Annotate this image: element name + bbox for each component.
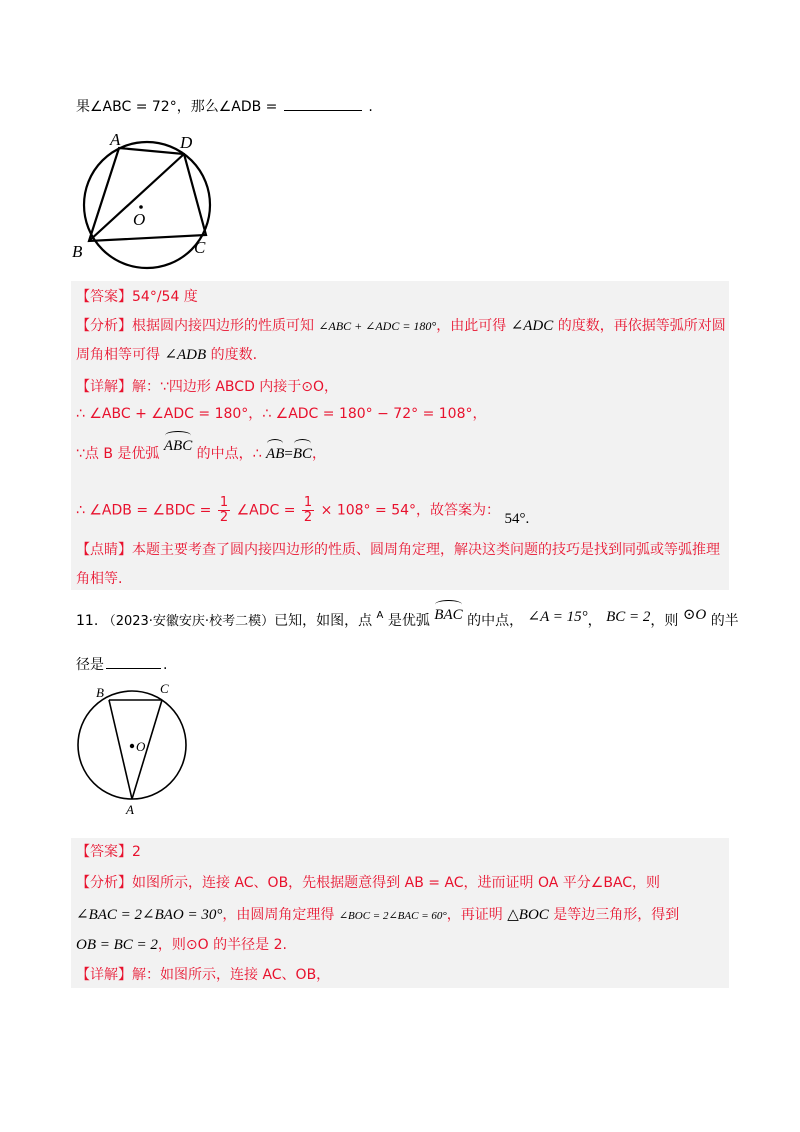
q10-comment-2: [76, 569, 122, 589]
q11-center-dot: [130, 744, 134, 748]
q11-label-a: A: [126, 802, 134, 815]
answer-tag: 【答案】: [76, 844, 132, 860]
q10-label-b: B: [72, 242, 83, 261]
analysis-text: 周角相等可得: [76, 347, 160, 363]
q11-detail-1: [76, 965, 330, 985]
analysis-text: 如图所示，连接 AC、OB，先根据题意得到 AB = AC，进而证明 OA 平分∠BAC，则: [132, 875, 661, 891]
fraction-denominator: 2: [303, 510, 313, 525]
stem-text: ，则: [650, 613, 679, 629]
stem-text: 已知，如图，点: [274, 613, 373, 629]
analysis-text: 是等边三角形，得到: [553, 907, 680, 923]
equals-sign: =: [284, 446, 293, 462]
analysis-formula: ∠BAC = 2∠BAO = 30°: [76, 907, 223, 923]
stem-text: 是优弧: [387, 613, 430, 629]
q10-quadrilateral: [89, 148, 206, 241]
fraction-half: [302, 496, 314, 525]
arc-ab: AB: [266, 446, 285, 462]
stem-formula: ∠A = 15°: [527, 609, 588, 625]
arc-abc: ABC: [163, 438, 193, 454]
analysis-tag: 【分析】: [76, 318, 132, 334]
q10-analysis-1: [76, 316, 726, 336]
detail-text: 的中点，∴: [196, 446, 262, 462]
answer-value: 54°/54 度: [132, 289, 198, 305]
analysis-text: 的度数.: [210, 347, 258, 363]
comment-text: 角相等.: [76, 571, 123, 587]
detail-text: ∴ ∠ADB = ∠BDC =: [76, 502, 212, 519]
q11-label-b: B: [96, 685, 104, 700]
fraction-denominator: 2: [219, 510, 229, 525]
q10-stem-end: .: [368, 99, 373, 115]
fraction-numerator: 1: [219, 495, 229, 510]
stem-formula: ⊙O: [682, 607, 707, 623]
detail-text: × 108° = 54°，故答案为：: [320, 502, 501, 519]
q10-center-dot: [139, 205, 143, 209]
analysis-text: ，由圆周角定理得: [222, 907, 335, 923]
stem-text: .: [163, 657, 168, 673]
fraction-numerator: 1: [303, 495, 313, 510]
question-source: （2023·安徽安庆·校考二模）: [102, 614, 275, 629]
analysis-tag: 【分析】: [76, 875, 132, 891]
stem-text: 径是: [76, 657, 104, 673]
analysis-formula: ∠ABC + ∠ADC = 180°: [318, 319, 437, 333]
q11-figure: [70, 680, 195, 815]
q10-circle: [84, 142, 210, 268]
analysis-text: 根据圆内接四边形的性质可知: [132, 318, 314, 334]
q11-answer: [76, 842, 141, 862]
point-a: A: [376, 610, 384, 621]
final-answer: 54°.: [504, 510, 530, 527]
q10-comment-1: [76, 540, 720, 560]
arc-bac: BAC: [434, 607, 463, 623]
q10-detail-4: [76, 496, 529, 525]
q11-answer-blank: [106, 668, 161, 669]
comment-text: 本题主要考查了圆内接四边形的性质、圆周角定理，解决这类问题的技巧是找到同弧或等弧推理: [132, 542, 720, 558]
answer-tag: 【答案】: [76, 289, 132, 305]
q10-stem: [76, 97, 373, 117]
q11-chord-ab: [109, 700, 132, 799]
q10-label-c: C: [194, 238, 206, 257]
q11-label-o: O: [136, 739, 146, 754]
q10-figure: [70, 125, 220, 275]
detail-text: ，: [312, 446, 327, 462]
detail-text: 解：∵四边形 ABCD 内接于⊙O，: [132, 379, 339, 395]
analysis-text: ，则⊙O 的半径是 2.: [157, 937, 287, 953]
q10-detail-2: [76, 404, 486, 424]
q11-analysis-2: [76, 905, 679, 926]
q11-stem-1: [76, 607, 739, 633]
stem-text: 的中点，: [467, 613, 524, 629]
q10-label-a: A: [110, 130, 121, 149]
q11-label-c: C: [160, 681, 169, 696]
comment-tag: 【点睛】: [76, 542, 132, 558]
q11-analysis-3: [76, 935, 287, 955]
detail-text: ∠ADC =: [236, 502, 296, 519]
stem-formula: BC = 2: [606, 609, 651, 625]
detail-tag: 【详解】: [76, 967, 132, 983]
detail-text: ∴ ∠ABC + ∠ADC = 180°，∴ ∠ADC = 180° − 72° = 108°，: [76, 406, 487, 422]
q10-detail-1: [76, 377, 338, 397]
detail-tag: 【详解】: [76, 379, 132, 395]
analysis-text: ，再证明: [446, 907, 503, 923]
analysis-formula: ∠BOC = 2∠BAC = 60°: [338, 910, 447, 922]
answer-value: 2: [132, 844, 141, 860]
q10-label-o: O: [133, 210, 146, 229]
q11-stem-2: [76, 655, 167, 675]
q10-answer: [76, 287, 198, 307]
detail-text: 解：如图所示，连接 AC、OB，: [132, 967, 331, 983]
analysis-text: 的度数，再依据等弧所对圆: [557, 318, 726, 334]
q10-label-d: D: [180, 133, 193, 152]
q10-stem-text: 果∠ABC = 72°，那么∠ADB =: [76, 99, 278, 115]
arc-bc: BC: [292, 446, 313, 462]
q10-answer-blank: [284, 110, 362, 111]
stem-text: ，: [587, 613, 602, 629]
stem-text: 的半: [710, 613, 739, 629]
fraction-half: [218, 496, 230, 525]
analysis-formula: ∠ADC: [510, 318, 554, 334]
q11-analysis-1: [76, 873, 660, 893]
q10-analysis-2: [76, 345, 257, 365]
analysis-formula: OB = BC = 2: [76, 937, 158, 953]
analysis-text: ，由此可得: [436, 318, 507, 334]
detail-text: ∵点 B 是优弧: [76, 446, 160, 462]
question-number: 11.: [76, 613, 99, 629]
analysis-formula: △BOC: [507, 907, 549, 923]
analysis-formula: ∠ADB: [164, 347, 207, 363]
q10-detail-3: [76, 438, 327, 464]
